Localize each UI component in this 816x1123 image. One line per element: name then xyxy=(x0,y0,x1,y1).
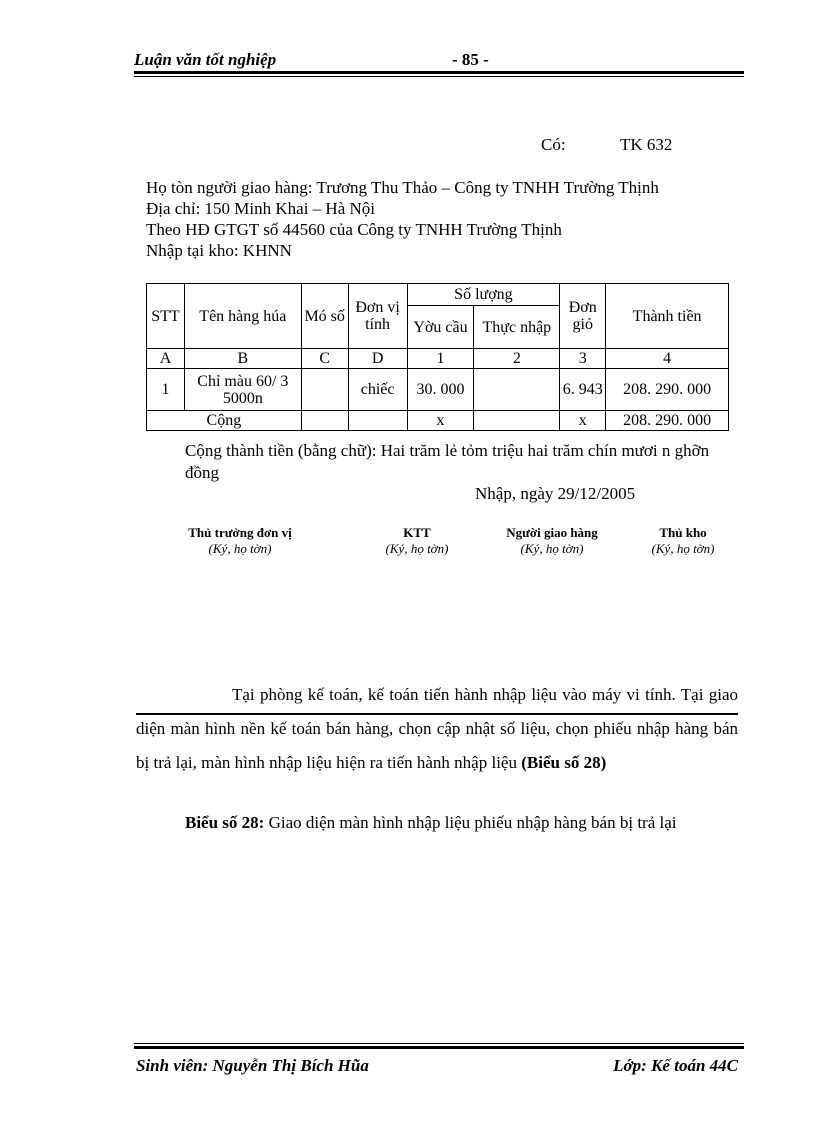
code-cell: 1 xyxy=(407,349,474,369)
code-cell: A xyxy=(147,349,185,369)
total-amount: 208. 290. 000 xyxy=(606,411,729,431)
header-qty-actual: Thực nhập xyxy=(474,306,560,349)
signature-storekeeper xyxy=(608,525,758,557)
figure-caption-text: Giao diện màn hình nhập liệu phiếu nhập hàng bán bị trả lại xyxy=(264,813,677,832)
header-rule xyxy=(134,71,744,74)
body-paragraph xyxy=(136,678,738,780)
total-price: x xyxy=(560,411,606,431)
footer-rule xyxy=(134,1046,744,1049)
receipt-date: Nhập, ngày 29/12/2005 xyxy=(475,484,636,503)
figure-caption-label: Biểu số 28: xyxy=(185,813,265,832)
row-unit: chiếc xyxy=(348,369,407,411)
signature-ktt-title: KTT xyxy=(403,525,431,540)
header-code: Mó số xyxy=(301,284,348,349)
total-qty-requested: x xyxy=(407,411,474,431)
header-price: Đơn giỏ xyxy=(560,284,606,349)
table-row xyxy=(147,369,729,411)
code-cell: D xyxy=(348,349,407,369)
page-number: - 85 - xyxy=(452,50,489,69)
header-name: Tên hàng húa xyxy=(184,284,301,349)
header-amount: Thành tiền xyxy=(606,284,729,349)
info-deliverer: Họ tòn người giao hàng: Trương Thu Thảo – Công ty TNHH Trường Thịnh xyxy=(146,178,659,197)
signature-deliverer-title: Người giao hàng xyxy=(506,525,598,540)
signature-head-title: Thủ trưởng đơn vị xyxy=(188,525,292,540)
body-paragraph-text: Tại phòng kế toán, kế toán tiến hành nhập liệu vào máy vi tính. Tại giao diện màn hình nền kế toán bán hàng, chọn cập nhật số liệu, chọn phiếu nhập hàng bán bị trả lại, màn hình nhập liệu hiện ra tiến hành nhập liệu xyxy=(136,685,738,772)
signature-head xyxy=(165,525,315,557)
info-address: Địa chỉ: 150 Minh Khai – Hà Nội xyxy=(146,199,375,218)
row-qty-actual xyxy=(474,369,560,411)
signature-head-sub: (Ký, họ tờn) xyxy=(208,541,272,556)
signature-storekeeper-title: Thủ kho xyxy=(659,525,707,540)
row-name: Chỉ màu 60/ 3 5000n xyxy=(184,369,301,411)
info-invoice: Theo HĐ GTGT số 44560 của Công ty TNHH Trường Thịnh xyxy=(146,220,562,239)
header-title: Luận văn tốt nghiệp xyxy=(134,50,277,69)
header-unit: Đơn vị tính xyxy=(348,284,407,349)
header-rule-thin xyxy=(134,76,744,77)
body-paragraph-ref: (Biểu số 28) xyxy=(521,753,607,772)
footer-class: Lớp: Kế toán 44C xyxy=(613,1056,738,1075)
code-cell: 2 xyxy=(474,349,560,369)
signature-chief-accountant xyxy=(342,525,492,557)
code-cell: 3 xyxy=(560,349,606,369)
signature-deliverer-sub: (Ký, họ tờn) xyxy=(520,541,584,556)
total-row xyxy=(147,411,729,431)
credit-account: TK 632 xyxy=(620,135,673,154)
row-code xyxy=(301,369,348,411)
row-price: 6. 943 xyxy=(560,369,606,411)
total-label: Cộng xyxy=(147,411,302,431)
row-stt: 1 xyxy=(147,369,185,411)
row-amount: 208. 290. 000 xyxy=(606,369,729,411)
header-qty-requested: Yờu cầu xyxy=(407,306,474,349)
header-stt: STT xyxy=(147,284,185,349)
figure-caption xyxy=(136,806,738,840)
code-cell: C xyxy=(301,349,348,369)
code-cell: B xyxy=(184,349,301,369)
signature-ktt-sub: (Ký, họ tờn) xyxy=(385,541,449,556)
row-qty-requested: 30. 000 xyxy=(407,369,474,411)
amount-in-words: Cộng thành tiền (bằng chữ): Hai trăm lẻ tỏm triệu hai trăm chín mươi n ghỡn đồng xyxy=(185,441,710,482)
goods-table xyxy=(146,283,729,431)
footer-rule-thin xyxy=(134,1043,744,1044)
info-warehouse: Nhập tại kho: KHNN xyxy=(146,241,292,260)
text-rule xyxy=(136,713,738,715)
footer-student: Sinh viên: Nguyễn Thị Bích Hũa xyxy=(136,1056,369,1075)
signature-deliverer xyxy=(477,525,627,557)
signature-storekeeper-sub: (Ký, họ tờn) xyxy=(651,541,715,556)
code-cell: 4 xyxy=(606,349,729,369)
header-quantity: Số lượng xyxy=(407,284,560,306)
credit-label: Có: xyxy=(541,135,566,154)
